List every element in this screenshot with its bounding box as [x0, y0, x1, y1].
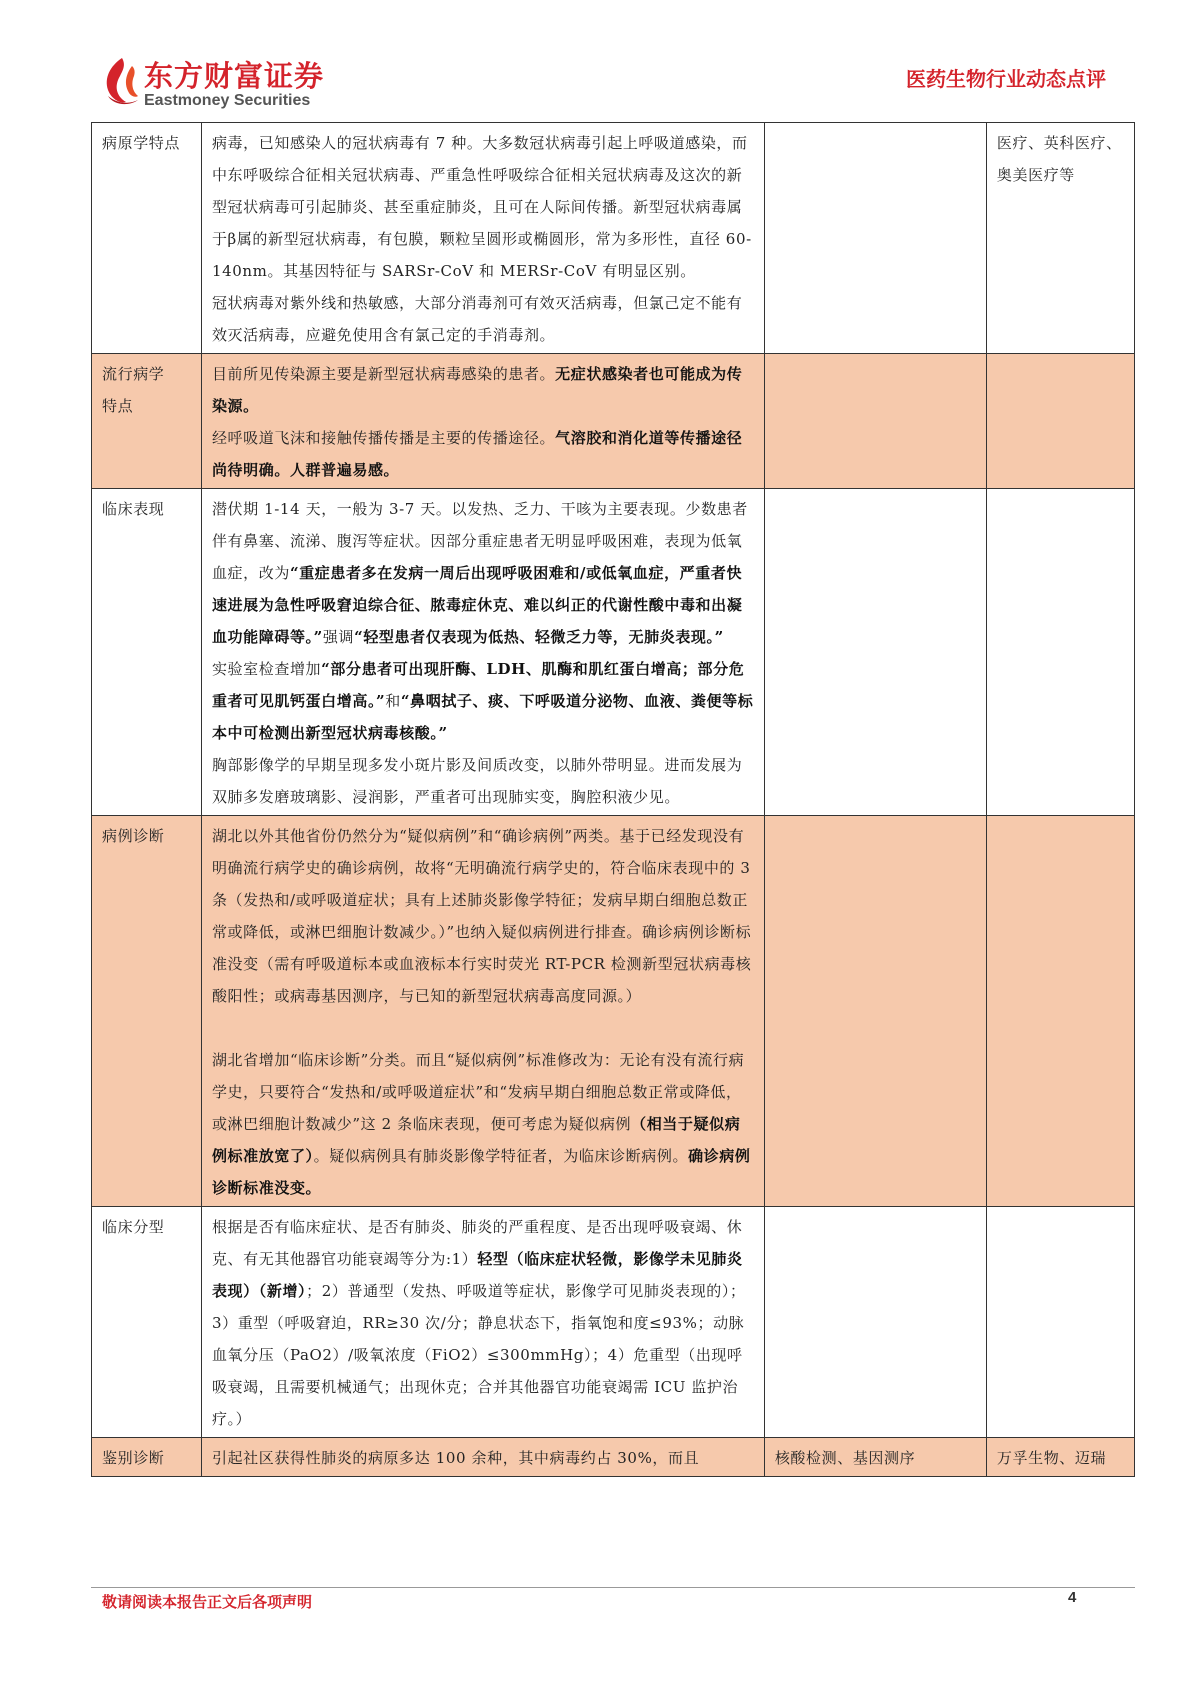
row-label: 病例诊断 [92, 816, 202, 1207]
row-method [764, 489, 986, 816]
text-run: 实验室检查增加 [211, 660, 322, 678]
row-method [764, 123, 986, 354]
paragraph [212, 1211, 756, 1435]
row-method [764, 816, 986, 1207]
bold-text: 轻型（临床症状轻微，影像学未见肺炎表现）（新增） [211, 1250, 743, 1300]
row-method: 核酸检测、基因测序 [764, 1438, 986, 1477]
bold-text: “鼻咽拭子、痰、下呼吸道分泌物、血液、粪便等标本中可检测出新型冠状病毒核酸。” [211, 692, 754, 742]
row-content [201, 354, 764, 489]
row-companies [986, 489, 1134, 816]
table-row [92, 489, 1135, 816]
flame-logo-icon [102, 56, 140, 106]
paragraph [212, 1442, 756, 1474]
row-content [201, 123, 764, 354]
bold-text: 气溶胶和消化道等传播途径尚待明确。人群普遍易感。 [211, 429, 743, 479]
bold-text: 无症状感染者也可能成为传染源。 [211, 365, 743, 415]
paragraph [212, 493, 756, 653]
text-run: 冠状病毒对紫外线和热敏感，大部分消毒剂可有效灭活病毒，但氯己定不能有效灭活病毒，应避免使用含有氯己定的手消毒剂。 [211, 294, 743, 344]
text-run: 和 [385, 692, 401, 710]
text-run: 目前所见传染源主要是新型冠状病毒感染的患者。 [211, 365, 556, 383]
text-run: 胸部影像学的早期呈现多发小斑片影及间质改变，以肺外带明显。进而发展为双肺多发磨玻璃影、浸润影，严重者可出现肺实变，胸腔积液少见。 [211, 756, 743, 806]
text-run: 引起社区获得性肺炎的病原多达 100 余种，其中病毒约占 30%，而且 [211, 1449, 700, 1467]
bold-text: （相当于疑似病例标准放宽了） [211, 1115, 741, 1165]
bold-text: “轻型患者仅表现为低热、轻微乏力等，无肺炎表现。” [354, 628, 724, 646]
row-content [201, 1207, 764, 1438]
paragraph-gap [212, 1012, 756, 1044]
paragraph [212, 820, 756, 1012]
row-method [764, 1207, 986, 1438]
paragraph [212, 287, 756, 351]
paragraph [212, 653, 756, 749]
row-companies [986, 1207, 1134, 1438]
row-content [201, 816, 764, 1207]
text-run: 经呼吸道飞沫和接触传播传播是主要的传播途径。 [211, 429, 556, 447]
row-companies [986, 354, 1134, 489]
text-run: 潜伏期 1-14 天，一般为 3-7 天。以发热、乏力、干咳为主要表现。少数患者伴有鼻塞、流涕、腹泻等症状。因部分重症患者无明显呼吸困难，表现为低氧血症，改为 [211, 500, 748, 582]
comparison-table [91, 122, 1135, 1477]
table-row [92, 123, 1135, 354]
page-header [0, 0, 1200, 122]
bold-text: 确诊病例诊断标准没变。 [211, 1147, 751, 1197]
text-run: 强调 [322, 628, 355, 646]
row-companies: 医疗、英科医疗、奥美医疗等 [986, 123, 1134, 354]
text-run: 湖北以外其他省份仍然分为“疑似病例”和“确诊病例”两类。基于已经发现没有明确流行病学史的确诊病例，故将“无明确流行病学史的，符合临床表现中的 3 条（发热和/或呼吸道症状；具有上述肺炎影像学特征；发病早期白细胞总数正常或降低，或淋巴细胞计数减少。）”也纳入疑似病例进行排查。确诊病例诊断标准没变（需有呼吸道标本或血液标本行实时荧光 RT-PCR 检测新型冠状病毒核酸阳性；或病毒基因测序，与已知的新型冠状病毒高度同源。） [211, 827, 752, 1005]
bold-text: “部分患者可出现肝酶、LDH、肌酶和肌红蛋白增高；部分危重者可见肌钙蛋白增高。” [211, 660, 745, 710]
text-run: 病毒，已知感染人的冠状病毒有 7 种。大多数冠状病毒引起上呼吸道感染，而中东呼吸综合征相关冠状病毒、严重急性呼吸综合征相关冠状病毒及这次的新型冠状病毒可引起肺炎、甚至重症肺炎，且可在人际间传播。新型冠状病毒属于β属的新型冠状病毒，有包膜，颗粒呈圆形或椭圆形，常为多形性，直径 60-140nm。其基因特征与 SARSr-CoV 和 MERSr-CoV 有明显区别。 [211, 134, 752, 280]
row-label: 流行病学 特点 [92, 354, 202, 489]
bold-text: “重症患者多在发病一周后出现呼吸困难和/或低氧血症，严重者快速进展为急性呼吸窘迫综合征、脓毒症休克、难以纠正的代谢性酸中毒和出凝血功能障碍等。” [211, 564, 743, 646]
table-row [92, 354, 1135, 489]
table-row [92, 1438, 1135, 1477]
document-category: 医药生物行业动态点评 [906, 67, 1106, 91]
page-number: 4 [1068, 1589, 1077, 1606]
text-run: ；2）普通型（发热、呼吸道等症状，影像学可见肺炎表现的）；3）重型（呼吸窘迫，RR≥30 次/分；静息状态下，指氧饱和度≤93%；动脉血氧分压（PaO2）/吸氧浓度（FiO2）≤300mmHg）；4）危重型（出现呼吸衰竭，且需要机械通气；出现休克；合并其他器官功能衰竭需 ICU 监护治疗。） [211, 1282, 746, 1428]
table-row [92, 816, 1135, 1207]
paragraph [212, 358, 756, 422]
footer-disclaimer: 敬请阅读本报告正文后各项声明 [102, 1593, 313, 1611]
text-run: 。疑似病例具有肺炎影像学特征者，为临床诊断病例。 [313, 1147, 689, 1165]
row-companies: 万孚生物、迈瑞 [986, 1438, 1134, 1477]
row-content [201, 489, 764, 816]
logo-english-name: Eastmoney Securities [144, 92, 311, 109]
row-label: 临床分型 [92, 1207, 202, 1438]
paragraph [212, 1044, 756, 1204]
row-method [764, 354, 986, 489]
text-run: 根据是否有临床症状、是否有肺炎、肺炎的严重程度、是否出现呼吸衰竭、休克、有无其他器官功能衰竭等分为:1） [211, 1218, 743, 1268]
paragraph [212, 127, 756, 287]
row-label: 临床表现 [92, 489, 202, 816]
table-row [92, 1207, 1135, 1438]
text-run: 湖北省增加“临床诊断”分类。而且“疑似病例”标准修改为：无论有没有流行病学史，只要符合“发热和/或呼吸道症状”和“发病早期白细胞总数正常或降低，或淋巴细胞计数减少”这 2 条临床表现，便可考虑为疑似病例 [211, 1051, 745, 1133]
company-logo [102, 52, 362, 114]
row-content [201, 1438, 764, 1477]
logo-chinese-name: 东方财富证券 [144, 59, 325, 93]
paragraph [212, 749, 756, 813]
row-label: 病原学特点 [92, 123, 202, 354]
paragraph [212, 422, 756, 486]
footer-divider [91, 1587, 1135, 1588]
row-label: 鉴别诊断 [92, 1438, 202, 1477]
row-companies [986, 816, 1134, 1207]
